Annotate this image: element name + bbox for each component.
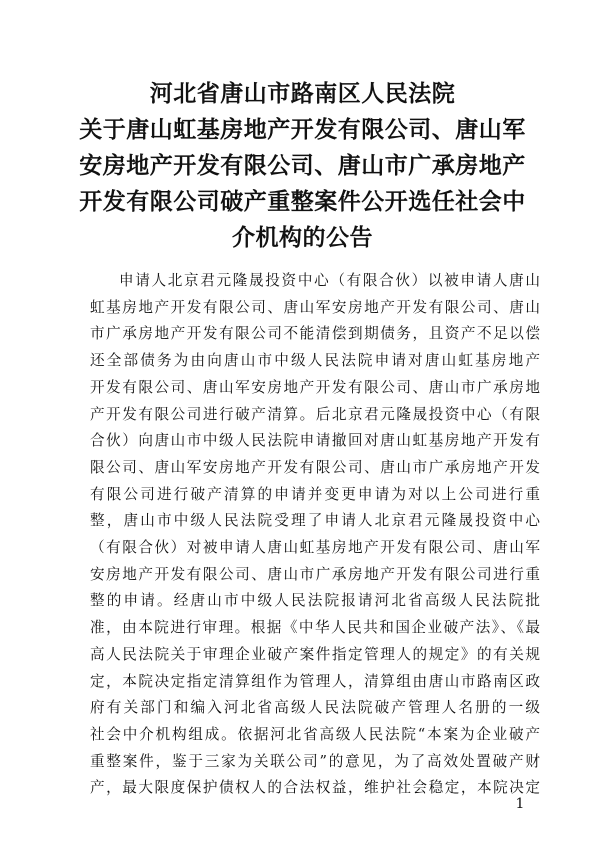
document-body bbox=[90, 268, 540, 802]
body-line: 申请人北京君元隆晟投资中心（有限合伙）以被申请人唐山 bbox=[119, 272, 540, 289]
body-line: 限公司、唐山军安房地产开发有限公司、唐山市广承房地产开发 bbox=[90, 458, 540, 476]
body-line: 开发有限公司、唐山军安房地产开发有限公司、唐山市广承房地 bbox=[90, 378, 540, 396]
page-number: 1 bbox=[515, 796, 525, 812]
body-line: 整，唐山市中级人民法院受理了申请人北京君元隆晟投资中心 bbox=[90, 512, 540, 530]
body-line: 产开发有限公司进行破产清算。后北京君元隆晟投资中心（有限 bbox=[90, 405, 540, 423]
body-line: 有限公司进行破产清算的申请并变更申请为对以上公司进行重 bbox=[90, 485, 540, 503]
title-line: 介机构的公告 bbox=[232, 225, 373, 251]
body-line: 还全部债务为由向唐山市中级人民法院申请对唐山虹基房地产 bbox=[90, 352, 540, 370]
body-line: （有限合伙）对被申请人唐山虹基房地产开发有限公司、唐山军 bbox=[90, 539, 540, 557]
body-line: 合伙）向唐山市中级人民法院申请撤回对唐山虹基房地产开发有 bbox=[90, 432, 540, 450]
document-title bbox=[60, 76, 545, 256]
body-line: 高人民法院关于审理企业破产案件指定管理人的规定》的有关规 bbox=[90, 645, 540, 663]
body-line: 社会中介机构组成。依据河北省高级人民法院“本案为企业破产 bbox=[90, 725, 540, 743]
title-line: 关于唐山虹基房地产开发有限公司、唐山军 bbox=[79, 117, 526, 143]
title-line: 安房地产开发有限公司、唐山市广承房地产 bbox=[79, 153, 526, 179]
body-line: 安房地产开发有限公司、唐山市广承房地产开发有限公司进行重 bbox=[90, 565, 540, 583]
body-line: 准，由本院进行审理。根据《中华人民共和国企业破产法》、《最 bbox=[90, 619, 540, 637]
body-line: 重整案件，鉴于三家为关联公司”的意见，为了高效处置破产财 bbox=[90, 752, 540, 770]
body-line: 市广承房地产开发有限公司不能清偿到期债务，且资产不足以偿 bbox=[90, 325, 540, 343]
body-line: 整的申请。经唐山市中级人民法院报请河北省高级人民法院批 bbox=[90, 592, 540, 610]
title-line: 河北省唐山市路南区人民法院 bbox=[149, 81, 456, 107]
body-line: 产，最大限度保护债权人的合法权益，维护社会稳定，本院决定 bbox=[90, 779, 540, 797]
body-line: 定，本院决定指定清算组作为管理人，清算组由唐山市路南区政 bbox=[90, 672, 540, 690]
body-line: 虹基房地产开发有限公司、唐山军安房地产开发有限公司、唐山 bbox=[90, 298, 540, 316]
body-line: 府有关部门和编入河北省高级人民法院破产管理人名册的一级 bbox=[90, 699, 540, 717]
title-line: 开发有限公司破产重整案件公开选任社会中 bbox=[79, 189, 526, 215]
